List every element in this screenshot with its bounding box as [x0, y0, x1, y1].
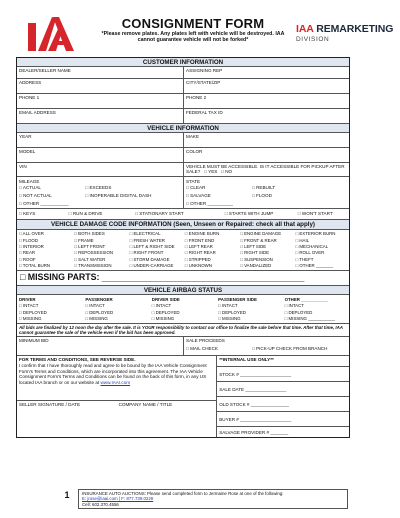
damage-option[interactable]: □ MECHANICAL [295, 243, 329, 249]
assigning-rep-field[interactable]: ASSIGNING REP [183, 67, 349, 78]
wont-start-checkbox[interactable]: □ WON'T START [297, 211, 333, 217]
damage-option[interactable]: □ ENGINE BURN [184, 231, 220, 237]
damage-option[interactable]: □ ROLL OVER [295, 250, 325, 256]
damage-option[interactable]: □ TOTAL BURN [19, 263, 51, 269]
airbag-section-title: VEHICLE AIRBAG STATUS [17, 286, 349, 294]
mileage-label: MILEAGE [19, 178, 40, 184]
mileage-actual[interactable]: □ ACTUAL [19, 185, 41, 191]
damage-option[interactable]: □ BOTH SIDES [74, 231, 105, 237]
mileage-block [17, 177, 183, 207]
company-name-label: COMPANY NAME / TITLE [118, 402, 173, 408]
airbag-option[interactable]: □ MISSING [19, 316, 42, 322]
damage-option[interactable]: □ VANDALIZED [240, 263, 272, 269]
yes-label: YES [208, 169, 218, 175]
stationary-start-checkbox[interactable]: □ STATIONARY START [135, 211, 184, 217]
damage-option[interactable]: □ EXTERIOR BURN [295, 231, 336, 237]
make-field[interactable]: MAKE [183, 133, 349, 147]
signature-space[interactable] [17, 386, 216, 400]
airbag-option[interactable]: □ MISSING [218, 316, 241, 322]
brand-name-rest: REMARKETING [316, 23, 394, 35]
damage-option[interactable]: □ RIGHT FRONT [129, 250, 164, 256]
brand-name [296, 23, 394, 35]
airbag-row [17, 316, 349, 322]
pickup-check-checkbox[interactable]: □ PICK-UP CHECK FROM BRANCH [252, 346, 328, 351]
plates-note: *Please remove plates. Any plates left with vehicle will be destroyed. IAA cannot guarantee vehicle will not be forked* [101, 31, 285, 44]
consignment-form [16, 57, 350, 438]
phone2-field[interactable]: PHONE 2 [183, 94, 349, 108]
damage-option[interactable]: □ LEFT REAR [184, 243, 213, 249]
airbag-option[interactable]: □ INTACT [85, 303, 105, 309]
airbag-option[interactable]: □ MISSING ___________ [284, 316, 336, 322]
state-clear-label: CLEAR [190, 185, 206, 191]
keys-label: KEYS [23, 211, 36, 217]
damage-option[interactable]: □ FRONT END [184, 237, 215, 243]
state-salvage-label: SALVAGE [190, 193, 211, 199]
damage-option[interactable]: □ FRESH WATER [129, 237, 165, 243]
airbag-grid [17, 294, 349, 323]
damage-option[interactable]: □ LEFT FRONT [74, 243, 106, 249]
customer-section-title: CUSTOMER INFORMATION [17, 58, 349, 66]
wont-start-label: WON'T START [301, 211, 333, 217]
airbag-option[interactable]: □ DEPLOYED [218, 309, 246, 315]
state-rebuilt-label: REBUILT [256, 185, 276, 191]
damage-option[interactable]: □ ALL OVER [19, 231, 44, 237]
damage-grid [17, 229, 349, 270]
damage-option[interactable]: □ TRANSMISSION [74, 263, 112, 269]
airbag-option[interactable]: □ INTACT [284, 303, 304, 309]
sale-date-field[interactable]: SALE DATE ________________ [217, 381, 349, 396]
mail-check-checkbox[interactable]: □ MAIL CHECK [186, 346, 218, 351]
accessible-question [183, 163, 349, 176]
damage-option[interactable]: □ THEFT [295, 256, 314, 262]
minimum-bid-field[interactable]: MINIMUM BID [19, 338, 49, 344]
city-field[interactable]: CITY/STATE/ZIP [183, 79, 349, 93]
footer [56, 489, 356, 509]
damage-option[interactable]: □ ELECTRICAL [129, 231, 161, 237]
damage-option[interactable]: □ REPOSSESSION [74, 250, 114, 256]
state-rebuilt[interactable]: □ REBUILT [252, 185, 276, 191]
missing-parts-field[interactable]: □ MISSING PARTS: ________________________________________________________ [20, 272, 305, 283]
run-drive-checkbox[interactable]: □ RUN & DRIVE [68, 211, 103, 217]
state-block [183, 177, 349, 207]
damage-option[interactable]: □ SUSPENSION [240, 256, 273, 262]
damage-option[interactable]: □ STRIPPED [184, 256, 211, 262]
seller-signature-label: SELLER SIGNATURE / DATE [19, 402, 81, 408]
state-other[interactable]: □ OTHER __________ [186, 200, 233, 206]
keys-checkbox[interactable]: □ KEYS [19, 211, 36, 217]
damage-option[interactable]: □ LEFT & RIGHT SIDE [129, 243, 175, 249]
no-label: NO [225, 169, 233, 175]
accessible-label: VEHICLE MUST BE ACCESSIBLE. IS IT ACCESSIBLE FOR PICKUP AFTER SALE? [186, 164, 345, 175]
airbag-option[interactable]: □ MISSING [85, 316, 108, 322]
damage-option[interactable]: □ FRONT & REAR [240, 237, 277, 243]
mileage-other-label: OTHER ___________ [23, 200, 69, 206]
airbag-option[interactable]: □ INTACT [151, 303, 172, 309]
footer-line2[interactable]: E: jrose@iaai.com | F: 877.739.0229 [82, 496, 154, 502]
airbag-header: DRIVER SIDE [151, 297, 180, 303]
stationary-start-label: STATIONARY START [139, 211, 184, 217]
damage-option[interactable]: □ REAR [19, 250, 36, 256]
starts-jump-checkbox[interactable]: □ STARTS WITH JUMP [224, 211, 274, 217]
damage-option[interactable]: □ FLOOD [19, 237, 38, 243]
internal-heading: **INTERNAL USE ONLY** [219, 357, 274, 363]
state-salvage[interactable]: □ SALVAGE [186, 193, 211, 199]
footer-line1: INSURANCE AUTO AUCTIONS: Please send completed form to Jermaine Rose at one of the following: [82, 491, 284, 496]
color-field[interactable]: COLOR [183, 148, 349, 162]
airbag-option[interactable]: □ MISSING [151, 316, 175, 322]
state-flood-label: FLOOD [256, 193, 272, 199]
mileage-exceeds[interactable]: □ EXCEEDS [85, 185, 112, 191]
damage-option[interactable]: □ ENGINE DAMAGE [240, 231, 282, 237]
iaai-link[interactable]: www.IAAI.com [100, 379, 131, 385]
mail-check-label: MAIL CHECK [190, 346, 218, 351]
airbag-header: DRIVER [19, 297, 36, 303]
email-field[interactable]: EMAIL ADDRESS [19, 110, 56, 116]
year-field[interactable]: YEAR [19, 134, 32, 140]
tax-id-field[interactable]: FEDERAL TAX ID [183, 109, 349, 123]
terms-block [17, 356, 216, 437]
phone1-field[interactable]: PHONE 1 [19, 95, 40, 101]
mileage-inoperable[interactable]: □ INOPERABLE DIGITAL DASH [85, 193, 152, 199]
damage-section-title: VEHICLE DAMAGE CODE INFORMATION (Seen, Unseen or Repaired: check all that apply) [17, 220, 349, 228]
airbag-option[interactable]: □ INTACT [218, 303, 238, 309]
terms-body: I confirm that I have thoroughly read and agree to be bound by the IAA Vehicle Consignment Form's Terms and Conditions, which are incorporated into this agreement. The IAA Vehicle Consignment Form's Terms and Conditions can be found on the back of this form, in any US located IAA branch or on our website at [19, 363, 207, 385]
footer-contact [78, 489, 348, 509]
brand-name-iaa: IAA [296, 23, 314, 35]
provider-field[interactable]: SALVAGE PROVIDER # _______ [217, 426, 349, 437]
airbag-option[interactable]: □ DEPLOYED [85, 309, 114, 315]
run-drive-label: RUN & DRIVE [72, 211, 103, 217]
airbag-header: OTHER ___________ [284, 297, 329, 303]
damage-option[interactable]: □ ROOF [19, 256, 36, 262]
damage-option[interactable]: □ RIGHT REAR [184, 250, 216, 256]
damage-option[interactable]: □ SALT WATER [74, 256, 106, 262]
damage-option[interactable]: □ OTHER _______ [295, 263, 334, 269]
damage-option[interactable]: □ RIGHT SIDE [240, 250, 270, 256]
vehicle-section-title: VEHICLE INFORMATION [17, 124, 349, 132]
yes-checkbox[interactable]: □ YES [204, 169, 218, 175]
no-checkbox[interactable]: □ NO [221, 169, 233, 175]
damage-row [17, 262, 349, 268]
starts-jump-label: STARTS WITH JUMP [228, 211, 274, 217]
damage-option[interactable]: □ HAIL [295, 237, 310, 243]
sale-proceeds-block [183, 337, 349, 355]
airbag-header: PASSENGER [85, 297, 113, 303]
airbag-option[interactable]: □ DEPLOYED [151, 309, 180, 315]
model-field[interactable]: MODEL [19, 149, 36, 155]
terms-text [17, 356, 216, 386]
airbag-header: PASSENGER SIDE [218, 297, 257, 303]
vin-field[interactable]: VIN [19, 164, 27, 170]
stock-field[interactable]: STOCK # ____________________ [217, 366, 349, 381]
page-title: CONSIGNMENT FORM [121, 16, 265, 31]
internal-use-block [216, 356, 349, 437]
terms-heading: FOR TERMS AND CONDITIONS, SEE REVERSE SIDE. [19, 357, 136, 363]
state-clear[interactable]: □ CLEAR [186, 185, 206, 191]
airbag-option[interactable]: □ DEPLOYED [284, 309, 313, 315]
mileage-other[interactable]: □ OTHER ___________ [19, 200, 69, 206]
brand-division: DIVISION [296, 36, 330, 43]
iaa-logo-icon [26, 13, 76, 53]
dealer-field[interactable]: DEALER/SELLER NAME [19, 68, 71, 74]
sale-proceeds-label: SALE PROCEEDS [186, 338, 225, 344]
old-stock-field[interactable]: OLD STOCK # _______________ [217, 396, 349, 411]
mileage-exceeds-label: EXCEEDS [89, 185, 112, 191]
mileage-not-actual-label: NOT ACTUAL [23, 193, 52, 199]
page-number: 1 [64, 490, 70, 500]
airbag-option[interactable]: □ INTACT [19, 303, 39, 309]
state-other-label: OTHER __________ [190, 200, 233, 206]
buyer-field[interactable]: BUYER # ____________________ [217, 411, 349, 426]
state-flood[interactable]: □ FLOOD [252, 193, 272, 199]
footer-line3: Cell: 602.370.4556 [82, 501, 119, 507]
brand-block [296, 23, 394, 43]
bid-disclaimer: All bids are finalized by 12 noon the day after the sale. It is YOUR responsibility to contact our office to finalize the sale before that time. After that time, IAA cannot guarantee the sale of the vehicle even if the bid has been approved. [19, 325, 343, 336]
damage-option[interactable]: □ INTERIOR [19, 243, 44, 249]
mileage-actual-label: ACTUAL [22, 185, 41, 191]
damage-option[interactable]: □ UNKNOWN [184, 263, 212, 269]
damage-option[interactable]: □ STORM DAMAGE [129, 256, 170, 262]
missing-parts-line: ________________________________________________________ [101, 275, 305, 283]
damage-option[interactable]: □ UNDER-CARRIAGE [129, 263, 174, 269]
address-field[interactable]: ADDRESS [19, 80, 42, 86]
missing-parts-label: MISSING PARTS: [27, 272, 100, 283]
mileage-inoperable-label: INOPERABLE DIGITAL DASH [89, 193, 152, 199]
damage-option[interactable]: □ LEFT SIDE [240, 243, 267, 249]
airbag-option[interactable]: □ DEPLOYED [19, 309, 47, 315]
damage-option[interactable]: □ FRAME [74, 237, 94, 243]
state-label: STATE [186, 178, 201, 184]
pickup-check-label: PICK-UP CHECK FROM BRANCH [256, 346, 328, 351]
mileage-not-actual[interactable]: □ NOT ACTUAL [19, 193, 52, 199]
